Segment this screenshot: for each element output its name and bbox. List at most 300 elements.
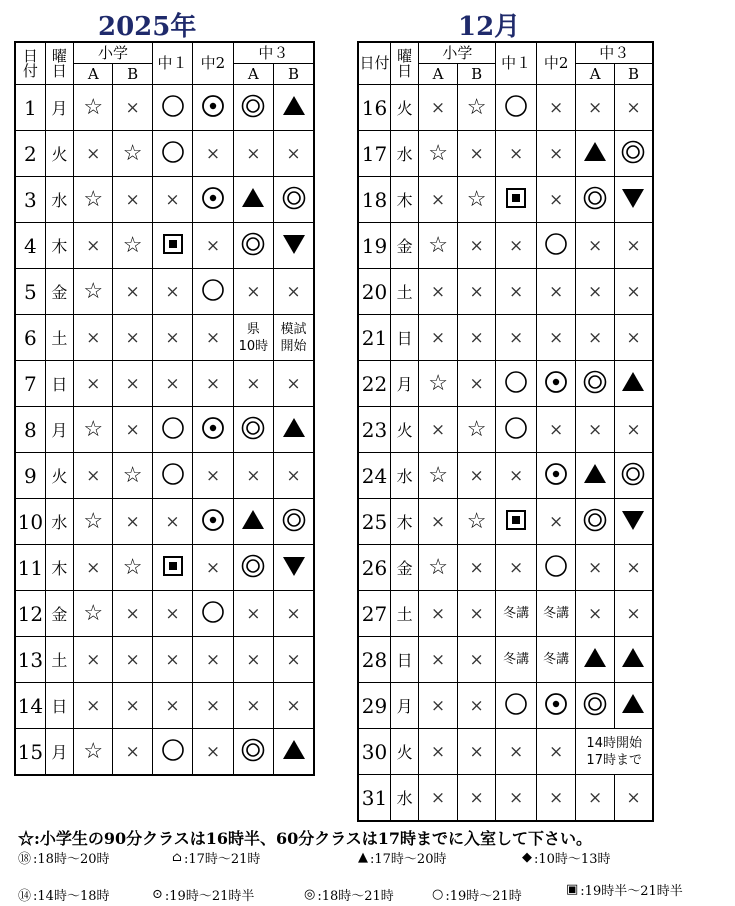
- cross-mark: ×: [614, 315, 653, 361]
- day-number: 29: [358, 683, 390, 729]
- table-row: [358, 499, 653, 545]
- weekday: 月: [45, 407, 73, 453]
- cross-mark: ×: [419, 775, 458, 822]
- cell-note: 冬講: [496, 591, 537, 637]
- weekday: 木: [45, 223, 73, 269]
- cross-mark: ×: [74, 683, 113, 729]
- cross-mark: ×: [614, 269, 653, 315]
- day-number: 23: [358, 407, 390, 453]
- cross-mark: ×: [496, 223, 537, 269]
- double-circle-icon: [240, 93, 266, 119]
- star-icon: ☆: [419, 223, 458, 269]
- weekday: 木: [390, 177, 418, 223]
- cross-mark: ×: [193, 131, 233, 177]
- year-title: 2025年: [98, 12, 197, 42]
- weekday: 日: [390, 315, 418, 361]
- day-number: 24: [358, 453, 390, 499]
- month-title: 12月: [458, 12, 521, 42]
- star-icon: ☆: [113, 223, 152, 269]
- calendar-table-right: [357, 41, 654, 822]
- table-row: [15, 361, 314, 407]
- star-icon: ☆: [457, 499, 496, 545]
- cross-mark: ×: [457, 361, 496, 407]
- table-row: [358, 85, 653, 131]
- dot-circle-icon: [543, 691, 569, 717]
- table-row: [358, 131, 653, 177]
- cross-mark: ×: [74, 545, 113, 591]
- mark-cell: [496, 499, 537, 545]
- star-icon: ☆: [419, 131, 458, 177]
- col-weekday-header: 曜日: [45, 42, 73, 85]
- legend-triangle-up: [358, 848, 446, 867]
- mark-cell: [233, 177, 273, 223]
- double-circle-icon: [240, 553, 266, 579]
- triangle-down-icon: [281, 231, 307, 257]
- dot-circle-icon: ⊙: [152, 887, 163, 902]
- day-number: 7: [15, 361, 45, 407]
- cross-mark: ×: [274, 683, 314, 729]
- mark-cell: [274, 407, 314, 453]
- circle-icon: [160, 93, 186, 119]
- legend-double-text: :18時～21時: [317, 889, 394, 904]
- day-number: 25: [358, 499, 390, 545]
- cross-mark: ×: [152, 499, 192, 545]
- star-icon: ☆: [74, 269, 113, 315]
- cross-mark: ×: [193, 223, 233, 269]
- table-row: [15, 177, 314, 223]
- col-middle3-header: 中３: [576, 42, 653, 64]
- circled-18-icon: ⑱: [18, 852, 32, 867]
- weekday: 日: [45, 361, 73, 407]
- cross-mark: ×: [74, 361, 113, 407]
- mark-cell: [614, 453, 653, 499]
- star-icon: ☆: [113, 131, 152, 177]
- dot-circle-icon: [200, 415, 226, 441]
- triangle-up-icon: [281, 93, 307, 119]
- cross-mark: ×: [193, 637, 233, 683]
- table-row: [358, 591, 653, 637]
- legend-18-text: :18時～20時: [33, 852, 110, 867]
- col-elem-b-header: B: [457, 64, 496, 85]
- weekday: 水: [45, 499, 73, 545]
- cross-mark: ×: [74, 637, 113, 683]
- square-dot-icon: [505, 509, 527, 531]
- mark-cell: [496, 361, 537, 407]
- cross-mark: ×: [457, 683, 496, 729]
- table-row: [15, 85, 314, 131]
- mark-cell: [496, 683, 537, 729]
- legend-14-text: :14時～18時: [33, 889, 110, 904]
- legend-house: [172, 848, 260, 867]
- note-entry-time: ☆:小学生の90分クラスは16時半、60分クラスは17時までに入室して下さい。: [18, 829, 593, 848]
- triangle-up-icon: [620, 645, 646, 671]
- day-number: 6: [15, 315, 45, 361]
- mark-cell: [576, 177, 615, 223]
- circle-icon: [503, 93, 529, 119]
- legend-triangle-text: :17時～20時: [370, 852, 447, 867]
- weekday: 水: [390, 775, 418, 822]
- cross-mark: ×: [496, 315, 537, 361]
- weekday: 金: [45, 269, 73, 315]
- day-number: 18: [358, 177, 390, 223]
- cross-mark: ×: [614, 223, 653, 269]
- mark-cell: [576, 361, 615, 407]
- cross-mark: ×: [152, 683, 192, 729]
- day-number: 5: [15, 269, 45, 315]
- col-middle1-header: 中１: [496, 42, 537, 85]
- day-number: 11: [15, 545, 45, 591]
- legend-dotcircle: [152, 885, 254, 904]
- table-row: [358, 775, 653, 822]
- cross-mark: ×: [233, 269, 273, 315]
- cross-mark: ×: [576, 545, 615, 591]
- triangle-up-icon: [582, 645, 608, 671]
- cross-mark: ×: [457, 775, 496, 822]
- col-middle2-header: 中2: [536, 42, 576, 85]
- triangle-up-icon: [281, 415, 307, 441]
- cross-mark: ×: [113, 269, 152, 315]
- dot-circle-icon: [543, 369, 569, 395]
- mark-cell: [152, 223, 192, 269]
- square-dot-icon: [162, 233, 184, 255]
- col-m3-a-header: A: [233, 64, 273, 85]
- table-row: [15, 545, 314, 591]
- dot-circle-icon: [543, 461, 569, 487]
- mark-cell: [274, 85, 314, 131]
- cross-mark: ×: [419, 729, 458, 775]
- cross-mark: ×: [274, 269, 314, 315]
- cross-mark: ×: [457, 131, 496, 177]
- cross-mark: ×: [233, 683, 273, 729]
- legend-dotcircle-text: :19時～21時半: [164, 889, 255, 904]
- triangle-down-icon: [620, 185, 646, 211]
- triangle-up-icon: [582, 461, 608, 487]
- legend-diamond-text: :10時～13時: [534, 852, 611, 867]
- cross-mark: ×: [152, 177, 192, 223]
- weekday: 火: [390, 407, 418, 453]
- circle-icon: [503, 369, 529, 395]
- mark-cell: [152, 407, 192, 453]
- day-number: 22: [358, 361, 390, 407]
- legend-house-text: :17時～21時: [183, 852, 261, 867]
- cross-mark: ×: [233, 637, 273, 683]
- cross-mark: ×: [536, 775, 576, 822]
- cross-mark: ×: [274, 361, 314, 407]
- cross-mark: ×: [233, 591, 273, 637]
- triangle-up-icon: [240, 185, 266, 211]
- col-elementary-header: 小学: [419, 42, 496, 64]
- cross-mark: ×: [233, 361, 273, 407]
- table-row: [358, 453, 653, 499]
- col-middle3-header: 中３: [233, 42, 314, 64]
- cross-mark: ×: [74, 131, 113, 177]
- mark-cell: [496, 85, 537, 131]
- day-number: 8: [15, 407, 45, 453]
- weekday: 火: [45, 453, 73, 499]
- table-row: [15, 453, 314, 499]
- cross-mark: ×: [74, 315, 113, 361]
- cross-mark: ×: [113, 315, 152, 361]
- day-number: 21: [358, 315, 390, 361]
- cross-mark: ×: [576, 591, 615, 637]
- mark-cell: [193, 269, 233, 315]
- dot-circle-icon: [200, 185, 226, 211]
- double-circle-icon: [582, 691, 608, 717]
- day-number: 4: [15, 223, 45, 269]
- cross-mark: ×: [419, 683, 458, 729]
- col-weekday-header: 曜日: [390, 42, 418, 85]
- cross-mark: ×: [113, 407, 152, 453]
- square-dot-icon: [505, 187, 527, 209]
- table-row: [358, 545, 653, 591]
- mark-cell: [614, 361, 653, 407]
- table-row: [15, 637, 314, 683]
- table-row: [358, 177, 653, 223]
- star-icon: ☆: [113, 545, 152, 591]
- mark-cell: [536, 545, 576, 591]
- circle-icon: [160, 415, 186, 441]
- col-elem-a-header: A: [419, 64, 458, 85]
- weekday: 火: [390, 729, 418, 775]
- table-row: [358, 683, 653, 729]
- cross-mark: ×: [74, 223, 113, 269]
- table-row: [358, 637, 653, 683]
- double-circle-icon: [240, 415, 266, 441]
- cross-mark: ×: [152, 591, 192, 637]
- cross-mark: ×: [536, 407, 576, 453]
- mark-cell: [193, 499, 233, 545]
- cross-mark: ×: [496, 453, 537, 499]
- star-icon: ☆: [419, 453, 458, 499]
- cross-mark: ×: [536, 499, 576, 545]
- mark-cell: [193, 177, 233, 223]
- day-number: 28: [358, 637, 390, 683]
- double-circle-icon: [582, 369, 608, 395]
- weekday: 月: [390, 683, 418, 729]
- cross-mark: ×: [496, 729, 537, 775]
- mark-cell: [614, 683, 653, 729]
- col-elem-b-header: B: [113, 64, 152, 85]
- cross-mark: ×: [113, 729, 152, 776]
- weekday: 土: [45, 315, 73, 361]
- table-row: [358, 361, 653, 407]
- diamond-icon: ◆: [522, 850, 532, 865]
- cross-mark: ×: [233, 453, 273, 499]
- cross-mark: ×: [419, 269, 458, 315]
- circle-icon: [160, 461, 186, 487]
- mark-cell: [233, 545, 273, 591]
- cross-mark: ×: [419, 315, 458, 361]
- day-number: 30: [358, 729, 390, 775]
- cross-mark: ×: [496, 131, 537, 177]
- table-row: [15, 223, 314, 269]
- circle-icon: [160, 737, 186, 763]
- mark-cell: [614, 177, 653, 223]
- cell-note: 県 10時: [233, 315, 273, 361]
- weekday: 金: [390, 545, 418, 591]
- legend-18: [18, 848, 109, 867]
- mark-cell: [233, 223, 273, 269]
- weekday: 日: [390, 637, 418, 683]
- weekday: 月: [45, 85, 73, 131]
- weekday: 月: [45, 729, 73, 776]
- cross-mark: ×: [457, 637, 496, 683]
- circle-icon: ○: [432, 887, 444, 902]
- legend-double: [304, 885, 394, 904]
- cross-mark: ×: [419, 637, 458, 683]
- cross-mark: ×: [576, 223, 615, 269]
- day-number: 10: [15, 499, 45, 545]
- cross-mark: ×: [576, 269, 615, 315]
- day-number: 17: [358, 131, 390, 177]
- mark-cell: [233, 85, 273, 131]
- cross-mark: ×: [457, 223, 496, 269]
- cross-mark: ×: [576, 315, 615, 361]
- col-elem-a-header: A: [74, 64, 113, 85]
- star-icon: ☆: [74, 499, 113, 545]
- col-m3-b-header: B: [614, 64, 653, 85]
- cross-mark: ×: [457, 453, 496, 499]
- day-number: 9: [15, 453, 45, 499]
- cross-mark: ×: [419, 499, 458, 545]
- legend-diamond: [522, 848, 610, 867]
- day-number: 31: [358, 775, 390, 822]
- triangle-up-icon: ▲: [358, 850, 368, 865]
- circle-icon: [200, 599, 226, 625]
- cross-mark: ×: [576, 407, 615, 453]
- star-icon: ☆: [74, 407, 113, 453]
- table-row: [15, 591, 314, 637]
- cross-mark: ×: [419, 407, 458, 453]
- calendar-table-left: [14, 41, 315, 776]
- legend-square: [566, 880, 683, 899]
- cross-mark: ×: [193, 315, 233, 361]
- weekday: 水: [45, 177, 73, 223]
- double-circle-icon: [240, 737, 266, 763]
- day-number: 12: [15, 591, 45, 637]
- mark-cell: [576, 683, 615, 729]
- col-middle1-header: 中１: [152, 42, 192, 85]
- cross-mark: ×: [457, 315, 496, 361]
- cross-mark: ×: [193, 361, 233, 407]
- mark-cell: [576, 131, 615, 177]
- table-row: [15, 499, 314, 545]
- cross-mark: ×: [193, 545, 233, 591]
- cross-mark: ×: [536, 269, 576, 315]
- weekday: 木: [390, 499, 418, 545]
- table-row: [358, 269, 653, 315]
- cross-mark: ×: [113, 683, 152, 729]
- mark-cell: [576, 453, 615, 499]
- double-circle-icon: [281, 507, 307, 533]
- cross-mark: ×: [274, 453, 314, 499]
- cell-note: 冬講: [536, 637, 576, 683]
- double-circle-icon: [620, 461, 646, 487]
- cross-mark: ×: [233, 131, 273, 177]
- col-m3-b-header: B: [274, 64, 314, 85]
- day-number: 20: [358, 269, 390, 315]
- cross-mark: ×: [152, 361, 192, 407]
- cross-mark: ×: [457, 729, 496, 775]
- legend-square-text: :19時半～21時半: [580, 884, 683, 899]
- table-row: [358, 729, 653, 775]
- weekday: 土: [390, 591, 418, 637]
- cross-mark: ×: [576, 775, 615, 822]
- table-row: [358, 223, 653, 269]
- table-row: [358, 407, 653, 453]
- weekday: 水: [390, 131, 418, 177]
- legend-circle: [432, 885, 522, 904]
- mark-cell: [576, 499, 615, 545]
- cross-mark: ×: [113, 637, 152, 683]
- mark-cell: [274, 729, 314, 776]
- cross-mark: ×: [274, 591, 314, 637]
- cross-mark: ×: [74, 453, 113, 499]
- triangle-down-icon: [281, 553, 307, 579]
- mark-cell: [536, 683, 576, 729]
- mark-cell: [193, 591, 233, 637]
- double-circle-icon: [281, 185, 307, 211]
- cross-mark: ×: [536, 85, 576, 131]
- triangle-down-icon: [620, 507, 646, 533]
- cell-note: 冬講: [536, 591, 576, 637]
- cross-mark: ×: [496, 269, 537, 315]
- weekday: 日: [45, 683, 73, 729]
- cross-mark: ×: [496, 545, 537, 591]
- double-circle-icon: ◎: [304, 887, 316, 902]
- dot-circle-icon: [200, 507, 226, 533]
- house-icon: ⌂: [172, 850, 182, 865]
- square-dot-icon: [162, 555, 184, 577]
- weekday: 木: [45, 545, 73, 591]
- col-elementary-header: 小学: [74, 42, 153, 64]
- mark-cell: [233, 729, 273, 776]
- mark-cell: [536, 361, 576, 407]
- cross-mark: ×: [614, 85, 653, 131]
- star-icon: ☆: [74, 591, 113, 637]
- star-icon: ☆: [457, 407, 496, 453]
- mark-cell: [274, 177, 314, 223]
- circle-icon: [160, 139, 186, 165]
- cross-mark: ×: [536, 177, 576, 223]
- mark-cell: [576, 637, 615, 683]
- star-icon: ☆: [74, 85, 113, 131]
- mark-cell: [193, 85, 233, 131]
- cross-mark: ×: [274, 637, 314, 683]
- weekday: 水: [390, 453, 418, 499]
- cross-mark: ×: [113, 591, 152, 637]
- star-icon: ☆: [419, 361, 458, 407]
- table-row: [358, 315, 653, 361]
- mark-cell: [193, 407, 233, 453]
- cross-mark: ×: [113, 499, 152, 545]
- triangle-up-icon: [281, 737, 307, 763]
- star-icon: ☆: [113, 453, 152, 499]
- mark-cell: [496, 407, 537, 453]
- star-icon: ☆: [74, 177, 113, 223]
- mark-cell: [152, 453, 192, 499]
- table-row: [15, 683, 314, 729]
- cell-note: 冬講: [496, 637, 537, 683]
- cross-mark: ×: [152, 269, 192, 315]
- weekday: 火: [45, 131, 73, 177]
- weekday: 火: [390, 85, 418, 131]
- mark-cell: [274, 545, 314, 591]
- star-icon: ☆: [457, 85, 496, 131]
- weekday: 金: [390, 223, 418, 269]
- cross-mark: ×: [614, 775, 653, 822]
- mark-cell: [152, 85, 192, 131]
